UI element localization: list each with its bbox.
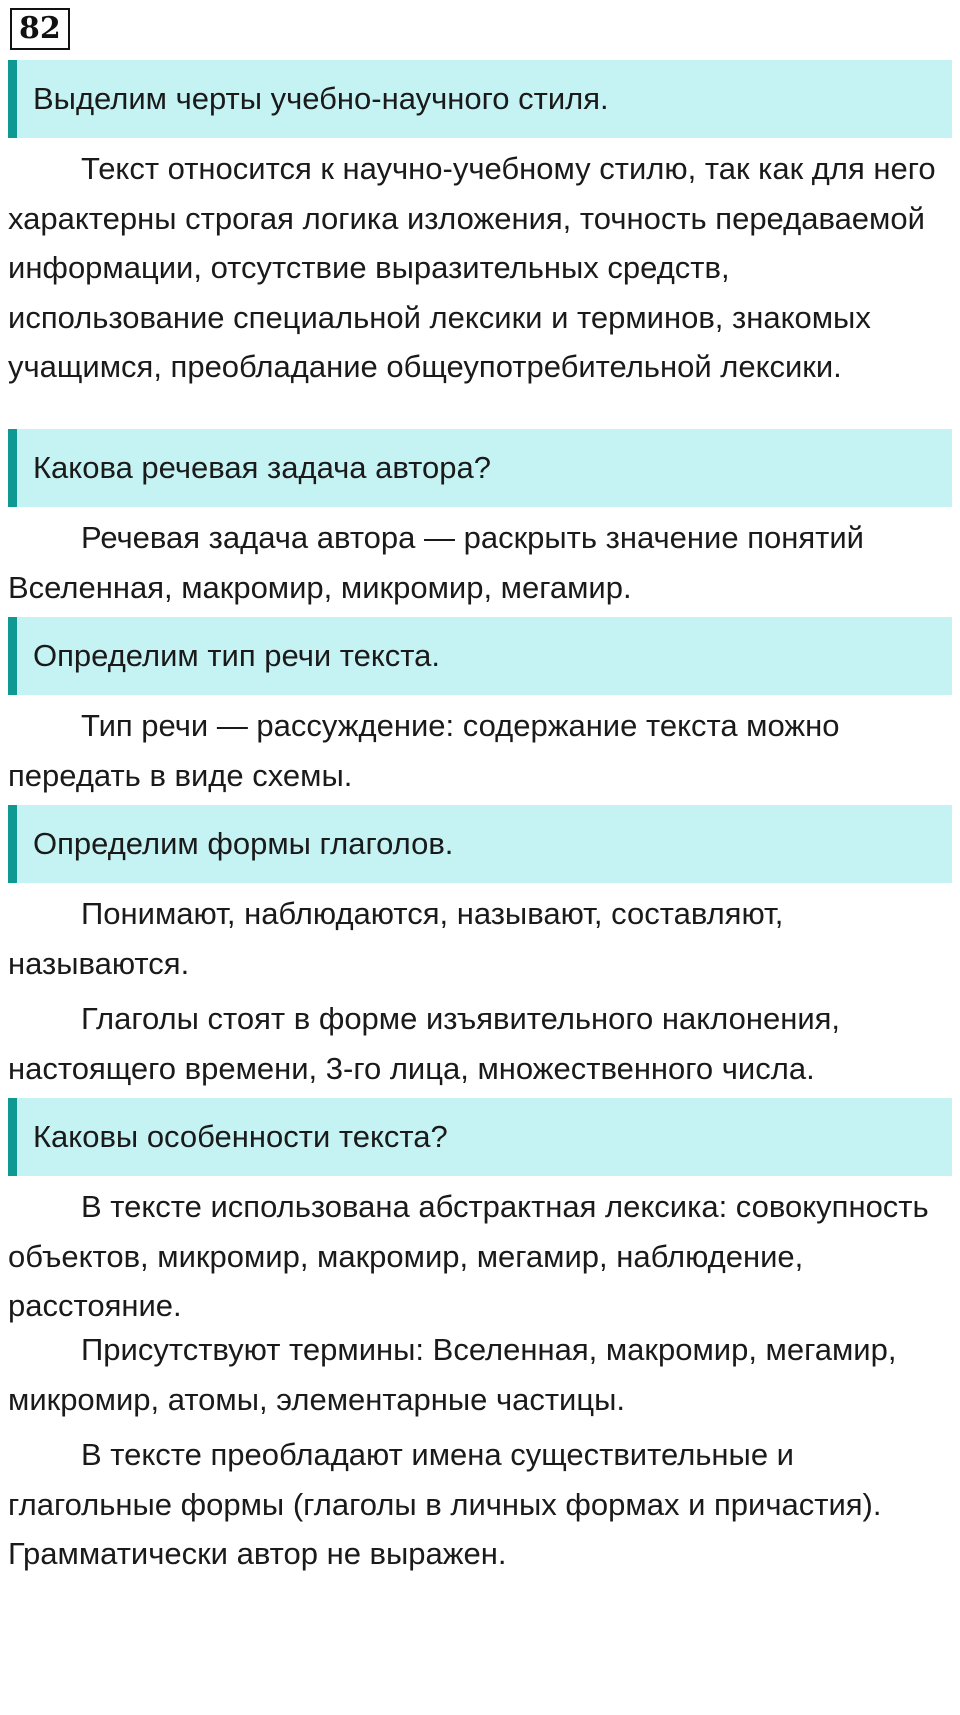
paragraph-style-explanation: Текст относится к научно-учебному стилю, так как для него характерны строгая логика изложения, точность передаваемой информации, отсутствие выразительных средств, использование специальной лексики и терминов, знакомых учащимся, преобладание общеупотребительной лексики. — [8, 151, 936, 384]
paragraph-verb-list: Понимают, наблюдаются, называют, составляют, называются. — [8, 896, 784, 981]
paragraph-terms: Присутствуют термины: Вселенная, макромир, мегамир, микромир, атомы, элементарные частицы. — [8, 1332, 897, 1417]
exercise-number-box: 82 — [10, 8, 70, 50]
section-heading-text-features: Каковы особенности текста? — [8, 1098, 952, 1176]
paragraph-author-task: Речевая задача автора — раскрыть значение понятий Вселенная, макромир, микромир, мегамир. — [8, 520, 864, 605]
paragraph-grammar-features: В тексте преобладают имена существительные и глагольные формы (глаголы в личных формах и причастия). Грамматически автор не выражен. — [8, 1437, 882, 1571]
section-heading-style-features: Выделим черты учебно-научного стиля. — [8, 60, 952, 138]
paragraph-abstract-vocabulary: В тексте использована абстрактная лексика: совокупность объектов, микромир, макромир, мегамир, наблюдение, расстояние. — [8, 1189, 929, 1323]
paragraph-speech-type: Тип речи — рассуждение: содержание текста можно передать в виде схемы. — [8, 708, 840, 793]
section-heading-author-task: Какова речевая задача автора? — [8, 429, 952, 507]
section-heading-speech-type: Определим тип речи текста. — [8, 617, 952, 695]
section-heading-verb-forms: Определим формы глаголов. — [8, 805, 952, 883]
paragraph-verb-grammar: Глаголы стоят в форме изъявительного наклонения, настоящего времени, 3-го лица, множественного числа. — [8, 1001, 841, 1086]
